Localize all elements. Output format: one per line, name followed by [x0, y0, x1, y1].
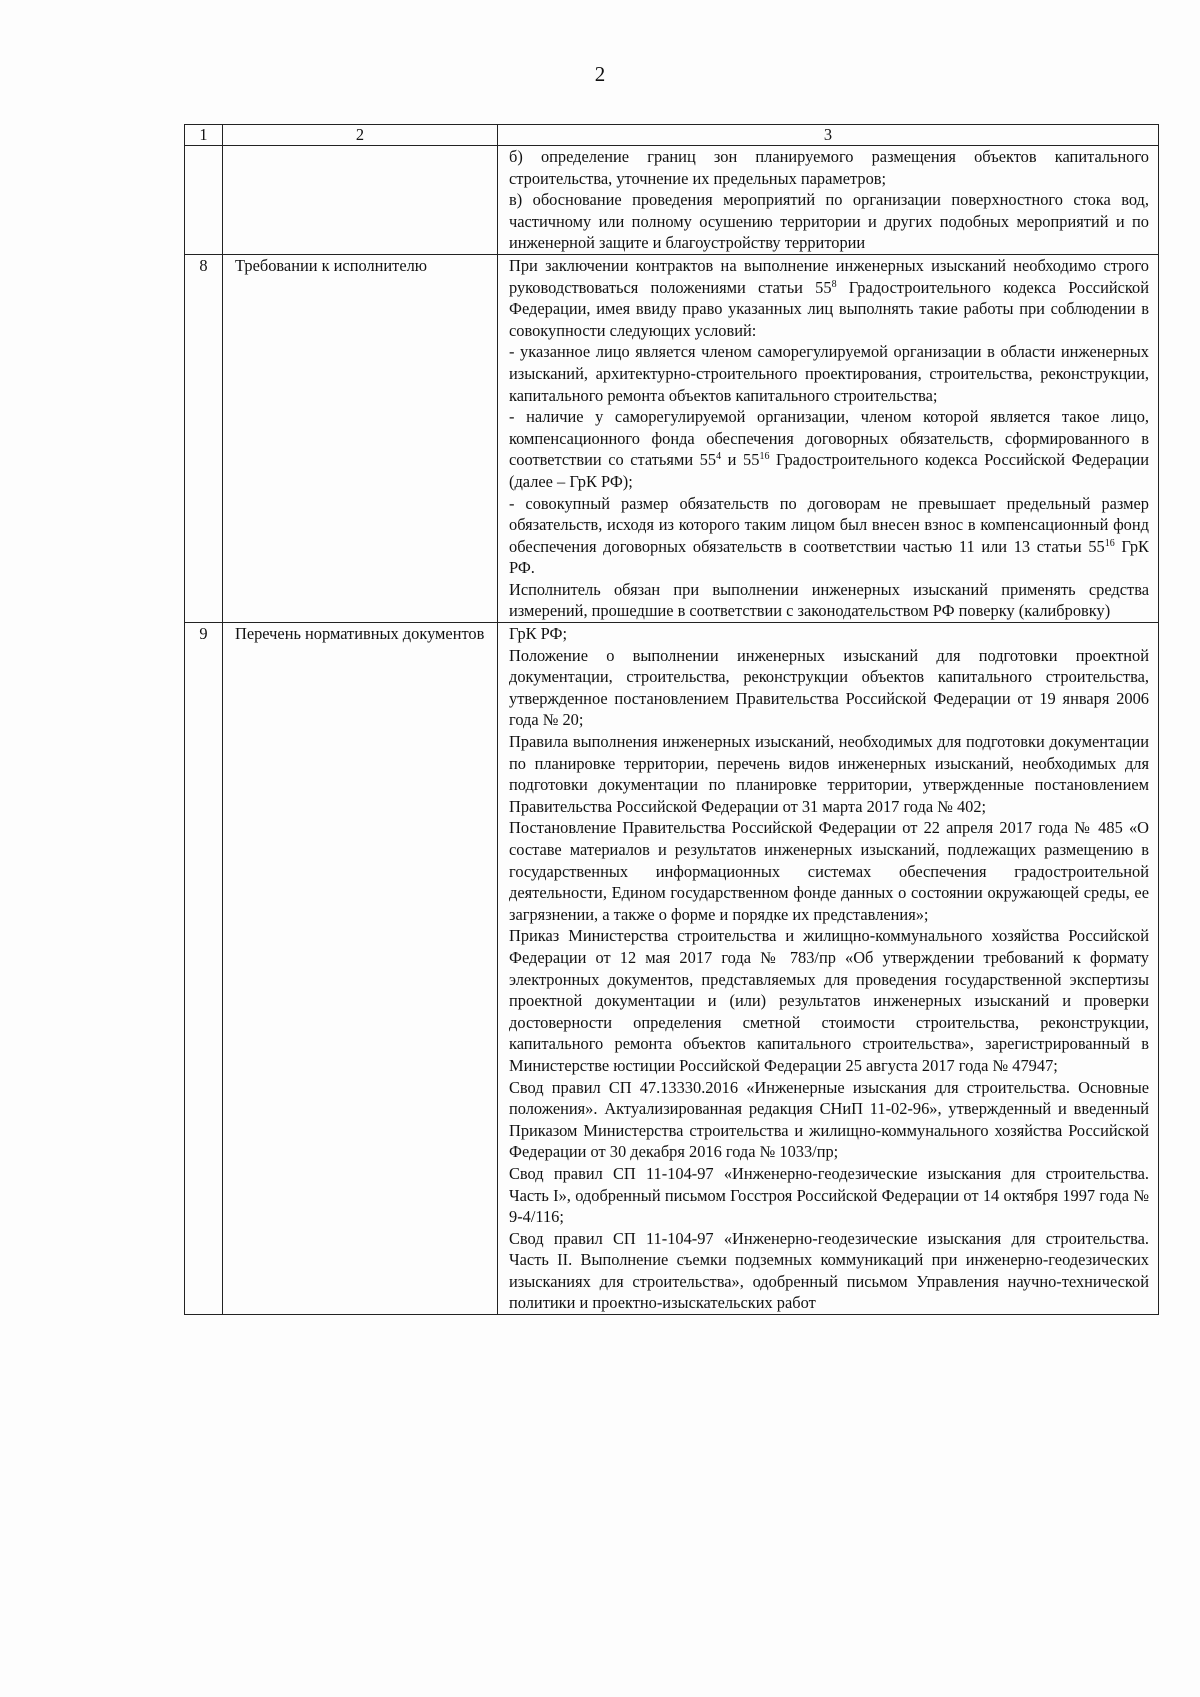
paragraph: б) определение границ зон планируемого размещения объектов капитального строительства, уточнение их предельных параметров; — [509, 147, 1149, 188]
text-fragment: и 55 — [721, 450, 760, 470]
text-fragment: - совокупный размер обязательств по договорам не превышает предельный размер обязательств, исходя из которого таким лицом был внесен взнос в компенсационный фонд обеспечения договорных обязательств в соответствии частью 11 или 13 статьи 55 — [509, 493, 1149, 556]
list-item: Правила выполнения инженерных изысканий, необходимых для подготовки документации по планировке территории, перечень видов инженерных изысканий, необходимых для подготовки документации по планировке территории, утвержденные постановлением Правительства Российской Федерации от 31 марта 2017 года № 402; — [509, 732, 1149, 816]
table-row-9 — [185, 623, 1159, 1315]
list-item: Свод правил СП 11-104-97 «Инженерно-геодезические изыскания для строительства. Часть II. Выполнение съемки подземных коммуникаций при инженерно-геодезических изысканиях для строительства», одобренный письмом Управления научно-технической политики и проектно-изыскательских работ — [509, 1228, 1149, 1313]
row-number-cell: 9 — [185, 623, 223, 1315]
list-item: ГрК РФ; — [509, 624, 568, 644]
row-number-cell: 8 — [185, 254, 223, 622]
paragraph: в) обоснование проведения мероприятий по организации поверхностного стока вод, частичному или полному осушению территории и других подобных мероприятий и по инженерной защите и благоустройству территории — [509, 190, 1149, 253]
row-number-cell — [185, 146, 223, 255]
text-fragment: Градостроительного кодекса Российской Федерации, имея ввиду право указанных лиц выполнять такие работы при соблюдении в совокупности следующих условий: — [509, 277, 1149, 340]
paragraph — [509, 255, 1149, 341]
table-row-8 — [185, 254, 1159, 622]
list-item: Свод правил СП 47.13330.2016 «Инженерные изыскания для строительства. Основные положения». Актуализированная редакция СНиП 11-02-96», утвержденный и введенный Приказом Министерства строительства и жилищно-коммунального хозяйства Российской Федерации от 30 декабря 2016 года № 1033/пр; — [509, 1077, 1149, 1162]
superscript: 16 — [1104, 537, 1115, 549]
list-item: Приказ Министерства строительства и жилищно-коммунального хозяйства Российской Федерации от 12 мая 2017 года № 783/пр «Об утверждении требований к формату электронных документов, представляемых для проведения государственной экспертизы проектной документации и (или) результатов инженерных изысканий и проверки достоверности определения сметной стоимости строительства, реконструкции, капитального ремонта объектов капитального строительства», зарегистрированный в Министерстве юстиции Российской Федерации 25 августа 2017 года № 47947; — [509, 926, 1149, 1075]
requirements-table — [184, 124, 1159, 1315]
superscript: 4 — [716, 451, 722, 463]
row-content-cell — [498, 623, 1159, 1315]
page-number: 2 — [594, 62, 606, 86]
text-fragment: - наличие у саморегулируемой организации, членом которой является такое лицо, компенсационного фонда обеспечения договорных обязательств, сформированного в соответствии со статьями 55 — [509, 407, 1149, 470]
header-col-1: 1 — [185, 125, 223, 146]
list-item: Положение о выполнении инженерных изысканий для подготовки проектной документации, строительства, реконструкции объектов капитального строительства, утвержденное постановлением Правительства Российской Федерации от 19 января 2006 года № 20; — [509, 645, 1149, 730]
row-name-cell: Перечень нормативных документов — [223, 623, 498, 1315]
paragraph — [509, 406, 1149, 492]
list-item: Постановление Правительства Российской Федерации от 22 апреля 2017 года № 485 «О составе материалов и результатов инженерных изысканий, подлежащих размещению в государственных информационных системах обеспечения градостроительной деятельности, Едином государственном фонде данных о состоянии окружающей среды, ее загрязнении, а также о форме и порядке их представления»; — [509, 818, 1149, 924]
paragraph — [509, 493, 1149, 579]
paragraph: Исполнитель обязан при выполнении инженерных изысканий применять средства измерений, прошедшие в соответствии с законодательством РФ поверку (калибровку) — [509, 579, 1149, 621]
superscript: 8 — [831, 278, 837, 290]
superscript: 16 — [759, 451, 770, 463]
row-name-cell: Требовании к исполнителю — [223, 254, 498, 622]
table-row-continued — [185, 146, 1159, 255]
table-header-row — [185, 125, 1159, 146]
header-col-3: 3 — [498, 125, 1159, 146]
text-fragment: ГрК РФ. — [509, 536, 1149, 578]
header-col-2: 2 — [223, 125, 498, 146]
text-fragment: Градостроительного кодекса Российской Федерации (далее – ГрК РФ); — [509, 450, 1150, 491]
text-fragment: При заключении контрактов на выполнение инженерных изысканий необходимо строго руководствоваться положениями статьи 55 — [509, 255, 1149, 297]
list-item: Свод правил СП 11-104-97 «Инженерно-геодезические изыскания для строительства. Часть I», одобренный письмом Госстроя Российской Федерации от 14 октября 1997 года № 9-4/116; — [509, 1163, 1149, 1227]
row-name-cell — [223, 146, 498, 255]
row-content-cell — [498, 146, 1159, 255]
paragraph: - указанное лицо является членом саморегулируемой организации в области инженерных изысканий, архитектурно-строительного проектирования, строительства, реконструкции, капитального ремонта объектов капитального строительства; — [509, 342, 1149, 405]
row-content-cell — [498, 254, 1159, 622]
